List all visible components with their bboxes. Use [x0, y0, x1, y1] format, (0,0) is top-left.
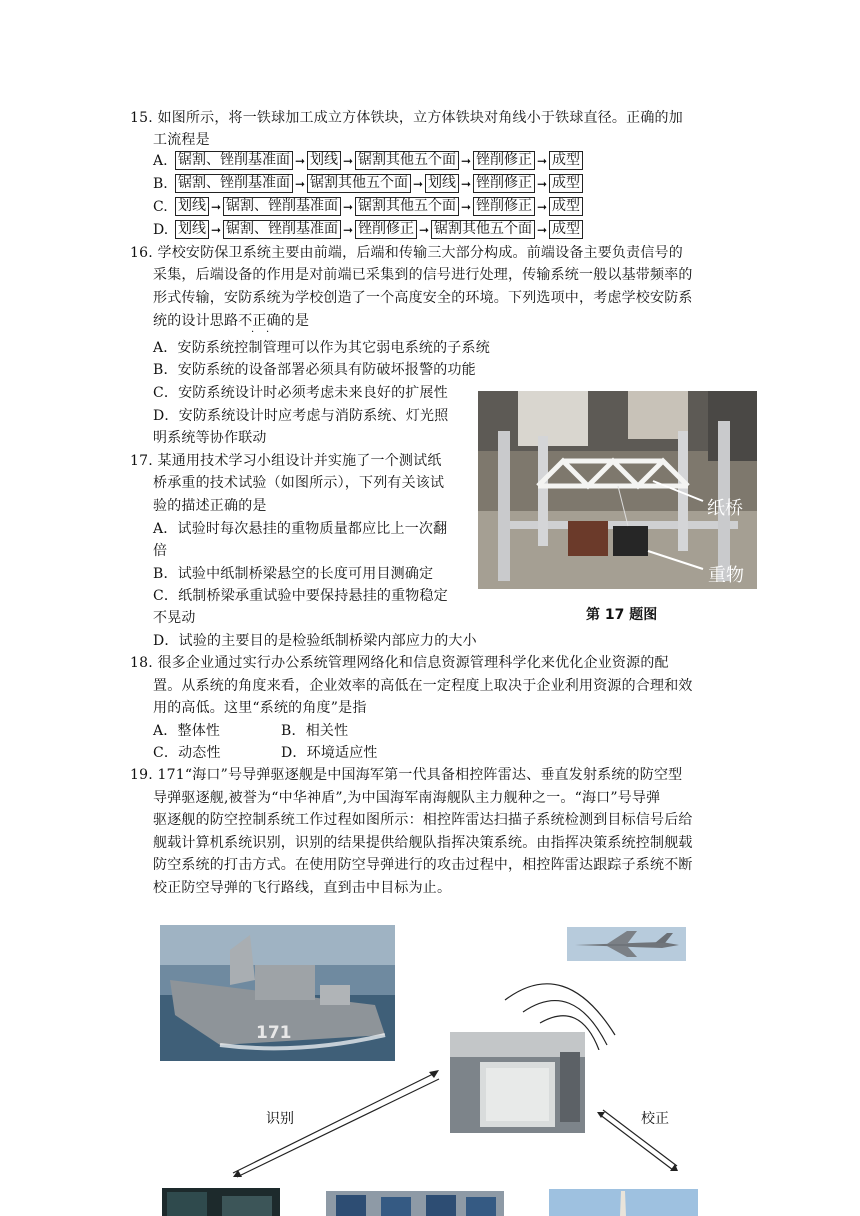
flow-step: 成型: [549, 220, 583, 239]
flow-step: 成型: [549, 151, 583, 170]
q16-option-a: A．安防系统控制管理可以作为其它弱电系统的子系统: [153, 340, 490, 356]
q17-stem-line-2: 桥承重的技术试验（如图所示），下列有关该试: [153, 475, 445, 491]
computer-console-photo: [162, 1188, 280, 1216]
q16-option-d-line-2: 明系统等协作联动: [153, 430, 267, 446]
arrow-right-icon: ➞: [460, 199, 472, 214]
flow-step: 锯割其他五个面: [355, 151, 459, 170]
arrow-right-icon: ➞: [536, 199, 548, 214]
q19-stem-line-2: 导弹驱逐舰,被誉为“中华神盾”,为中国海军南海舰队主力舰种之一。“海口”号导弹: [153, 790, 661, 806]
flow-step: 锯割其他五个面: [355, 197, 459, 216]
flow-step: 成型: [549, 197, 583, 216]
flow-step: 锯割、锉削基准面: [175, 174, 293, 193]
q16-stem-line-3: 形式传输，安防系统为学校创造了一个高度安全的环境。下列选项中，考虑学校安防系: [153, 290, 693, 306]
q15-option-c: [153, 197, 583, 216]
paper-bridge-illustration: [478, 391, 757, 589]
flow-step: 锉削修正: [473, 151, 535, 170]
hull-number: 171: [256, 1023, 292, 1043]
q19-stem-line-4: 舰载计算机系统识别，识别的结果提供给舰队指挥决策系统。由指挥决策系统控制舰载: [153, 835, 693, 851]
arrow-right-icon: ➞: [294, 176, 306, 191]
missile-launch-photo: [549, 1189, 698, 1216]
arrow-right-icon: ➞: [536, 222, 548, 237]
figure-caption: 第 17 题图: [586, 607, 658, 623]
q16-stem-line-1: 16. 学校安防保卫系统主要由前端，后端和传输三大部分构成。前端设备主要负责信号的: [130, 245, 683, 261]
photo-label-weight: 重物: [708, 565, 744, 586]
arrow-right-icon: ➞: [210, 199, 222, 214]
option-letter: A.: [153, 152, 168, 169]
arrow-right-icon: ➞: [342, 222, 354, 237]
q17-option-c-line-2: 不晃动: [153, 610, 196, 626]
arrow-line: [237, 1079, 439, 1177]
q15-option-a: [153, 151, 583, 170]
arrow-head-icon: [670, 1164, 678, 1171]
flow-step: 锉削修正: [473, 197, 535, 216]
q17-option-b: B．试验中纸制桥梁悬空的长度可用目测确定: [153, 566, 434, 582]
arrow-right-icon: ➞: [536, 176, 548, 191]
arrow-right-icon: ➞: [210, 222, 222, 237]
flow-step: 锯割其他五个面: [307, 174, 411, 193]
paper-bridge-photo: [478, 391, 757, 589]
flow-step: 划线: [307, 151, 341, 170]
command-center-photo: [326, 1191, 504, 1216]
label-correct: 校正: [641, 1111, 669, 1127]
emphasis-dot: ·: [251, 327, 255, 338]
q16-option-d-line-1: D．安防系统设计时应考虑与消防系统、灯光照: [153, 408, 449, 424]
q19-stem-line-3: 驱逐舰的防空控制系统工作过程如图所示：相控阵雷达扫描子系统检测到目标信号后给: [153, 812, 693, 828]
q15-option-b: [153, 174, 583, 193]
label-identify: 识别: [266, 1111, 294, 1127]
q18-option-d: D．环境适应性: [281, 745, 378, 761]
computer-console-illustration: [162, 1188, 280, 1216]
arrow-head-icon: [233, 1170, 242, 1177]
arrow-right-icon: ➞: [342, 199, 354, 214]
radar-wave-outer: [505, 984, 615, 1035]
destroyer-photo: [160, 925, 395, 1061]
q16-stem-line-2: 采集，后端设备的作用是对前端已采集到的信号进行处理，传输系统一般以基带频率的: [153, 267, 693, 283]
flow-step: 划线: [175, 220, 209, 239]
flow-step: 锯割其他五个面: [431, 220, 535, 239]
option-letter: D.: [153, 221, 169, 238]
radar-panel-illustration: [450, 1032, 585, 1133]
arrow-right-icon: ➞: [536, 153, 548, 168]
flow-step: 划线: [425, 174, 459, 193]
photo-label-bridge: 纸桥: [707, 498, 743, 519]
q19-stem-line-5: 防空系统的打击方式。在使用防空导弹进行的攻击过程中，相控阵雷达跟踪子系统不断: [153, 857, 693, 873]
q17-option-c-line-1: C．纸制桥梁承重试验中要保持悬挂的重物稳定: [153, 588, 448, 604]
q19-stem-line-1: 19. 171“海口”号导弹驱逐舰是中国海军第一代具备相控阵雷达、垂直发射系统的防空型: [130, 767, 683, 783]
flow-step: 锯割、锉削基准面: [223, 220, 341, 239]
arrow-right-icon: ➞: [294, 153, 306, 168]
q19-stem-line-6: 校正防空导弹的飞行路线，直到击中目标为止。: [153, 880, 452, 896]
option-letter: B.: [153, 175, 168, 192]
flow-step: 锉削修正: [473, 174, 535, 193]
flow-step: 成型: [549, 174, 583, 193]
flow-step: 划线: [175, 197, 209, 216]
q17-stem-line-3: 验的描述正确的是: [153, 498, 267, 514]
q17-option-a-line-1: A．试验时每次悬挂的重物质量都应比上一次翻: [153, 521, 448, 537]
arrow-right-icon: ➞: [412, 176, 424, 191]
q15-option-d: [153, 220, 583, 239]
q16-stem-line-4: 统的设计思路不正确的是: [153, 313, 310, 329]
flow-step: 锉削修正: [355, 220, 417, 239]
q17-option-d: D．试验的主要目的是检验纸制桥梁内部应力的大小: [153, 633, 477, 649]
arrow-right-icon: ➞: [418, 222, 430, 237]
arrow-head-icon: [429, 1070, 439, 1078]
arrow-right-icon: ➞: [460, 176, 472, 191]
q15-stem-line-2: 工流程是: [153, 132, 210, 148]
q18-stem-line-3: 用的高低。这里“系统的角度”是指: [153, 700, 367, 716]
q18-option-c: C．动态性: [153, 745, 221, 761]
option-letter: C.: [153, 198, 168, 215]
q15-stem-line-1: 15. 如图所示，将一铁球加工成立方体铁块，立方体铁块对角线小于铁球直径。正确的加: [130, 110, 683, 126]
flow-step: 锯割、锉削基准面: [223, 197, 341, 216]
q17-option-a-line-2: 倍: [153, 543, 168, 559]
fighter-jet-illustration: [567, 927, 686, 961]
arrow-right-icon: ➞: [342, 153, 354, 168]
missile-launch-illustration: [549, 1189, 698, 1216]
q17-stem-line-1: 17. 某通用技术学习小组设计并实施了一个测试纸: [130, 453, 442, 469]
fighter-jet-photo: [567, 927, 686, 961]
radar-panel-photo: [450, 1032, 585, 1133]
command-center-illustration: [326, 1191, 504, 1216]
arrow-right-icon: ➞: [460, 153, 472, 168]
q18-stem-line-2: 置。从系统的角度来看，企业效率的高低在一定程度上取决于企业利用资源的合理和效: [153, 678, 693, 694]
q16-option-c: C．安防系统设计时必须考虑未来良好的扩展性: [153, 385, 448, 401]
emphasis-dot: ·: [266, 327, 270, 338]
q18-option-a: A．整体性: [153, 723, 221, 739]
arrow-line: [233, 1073, 435, 1173]
q18-stem-line-1: 18. 很多企业通过实行办公系统管理网络化和信息资源管理科学化来优化企业资源的配: [130, 655, 669, 671]
q16-option-b: B．安防系统的设备部署必须具有防破坏报警的功能: [153, 362, 476, 378]
flow-step: 锯割、锉削基准面: [175, 151, 293, 170]
identify-double-arrow: [225, 1065, 455, 1180]
q18-option-b: B．相关性: [281, 723, 349, 739]
